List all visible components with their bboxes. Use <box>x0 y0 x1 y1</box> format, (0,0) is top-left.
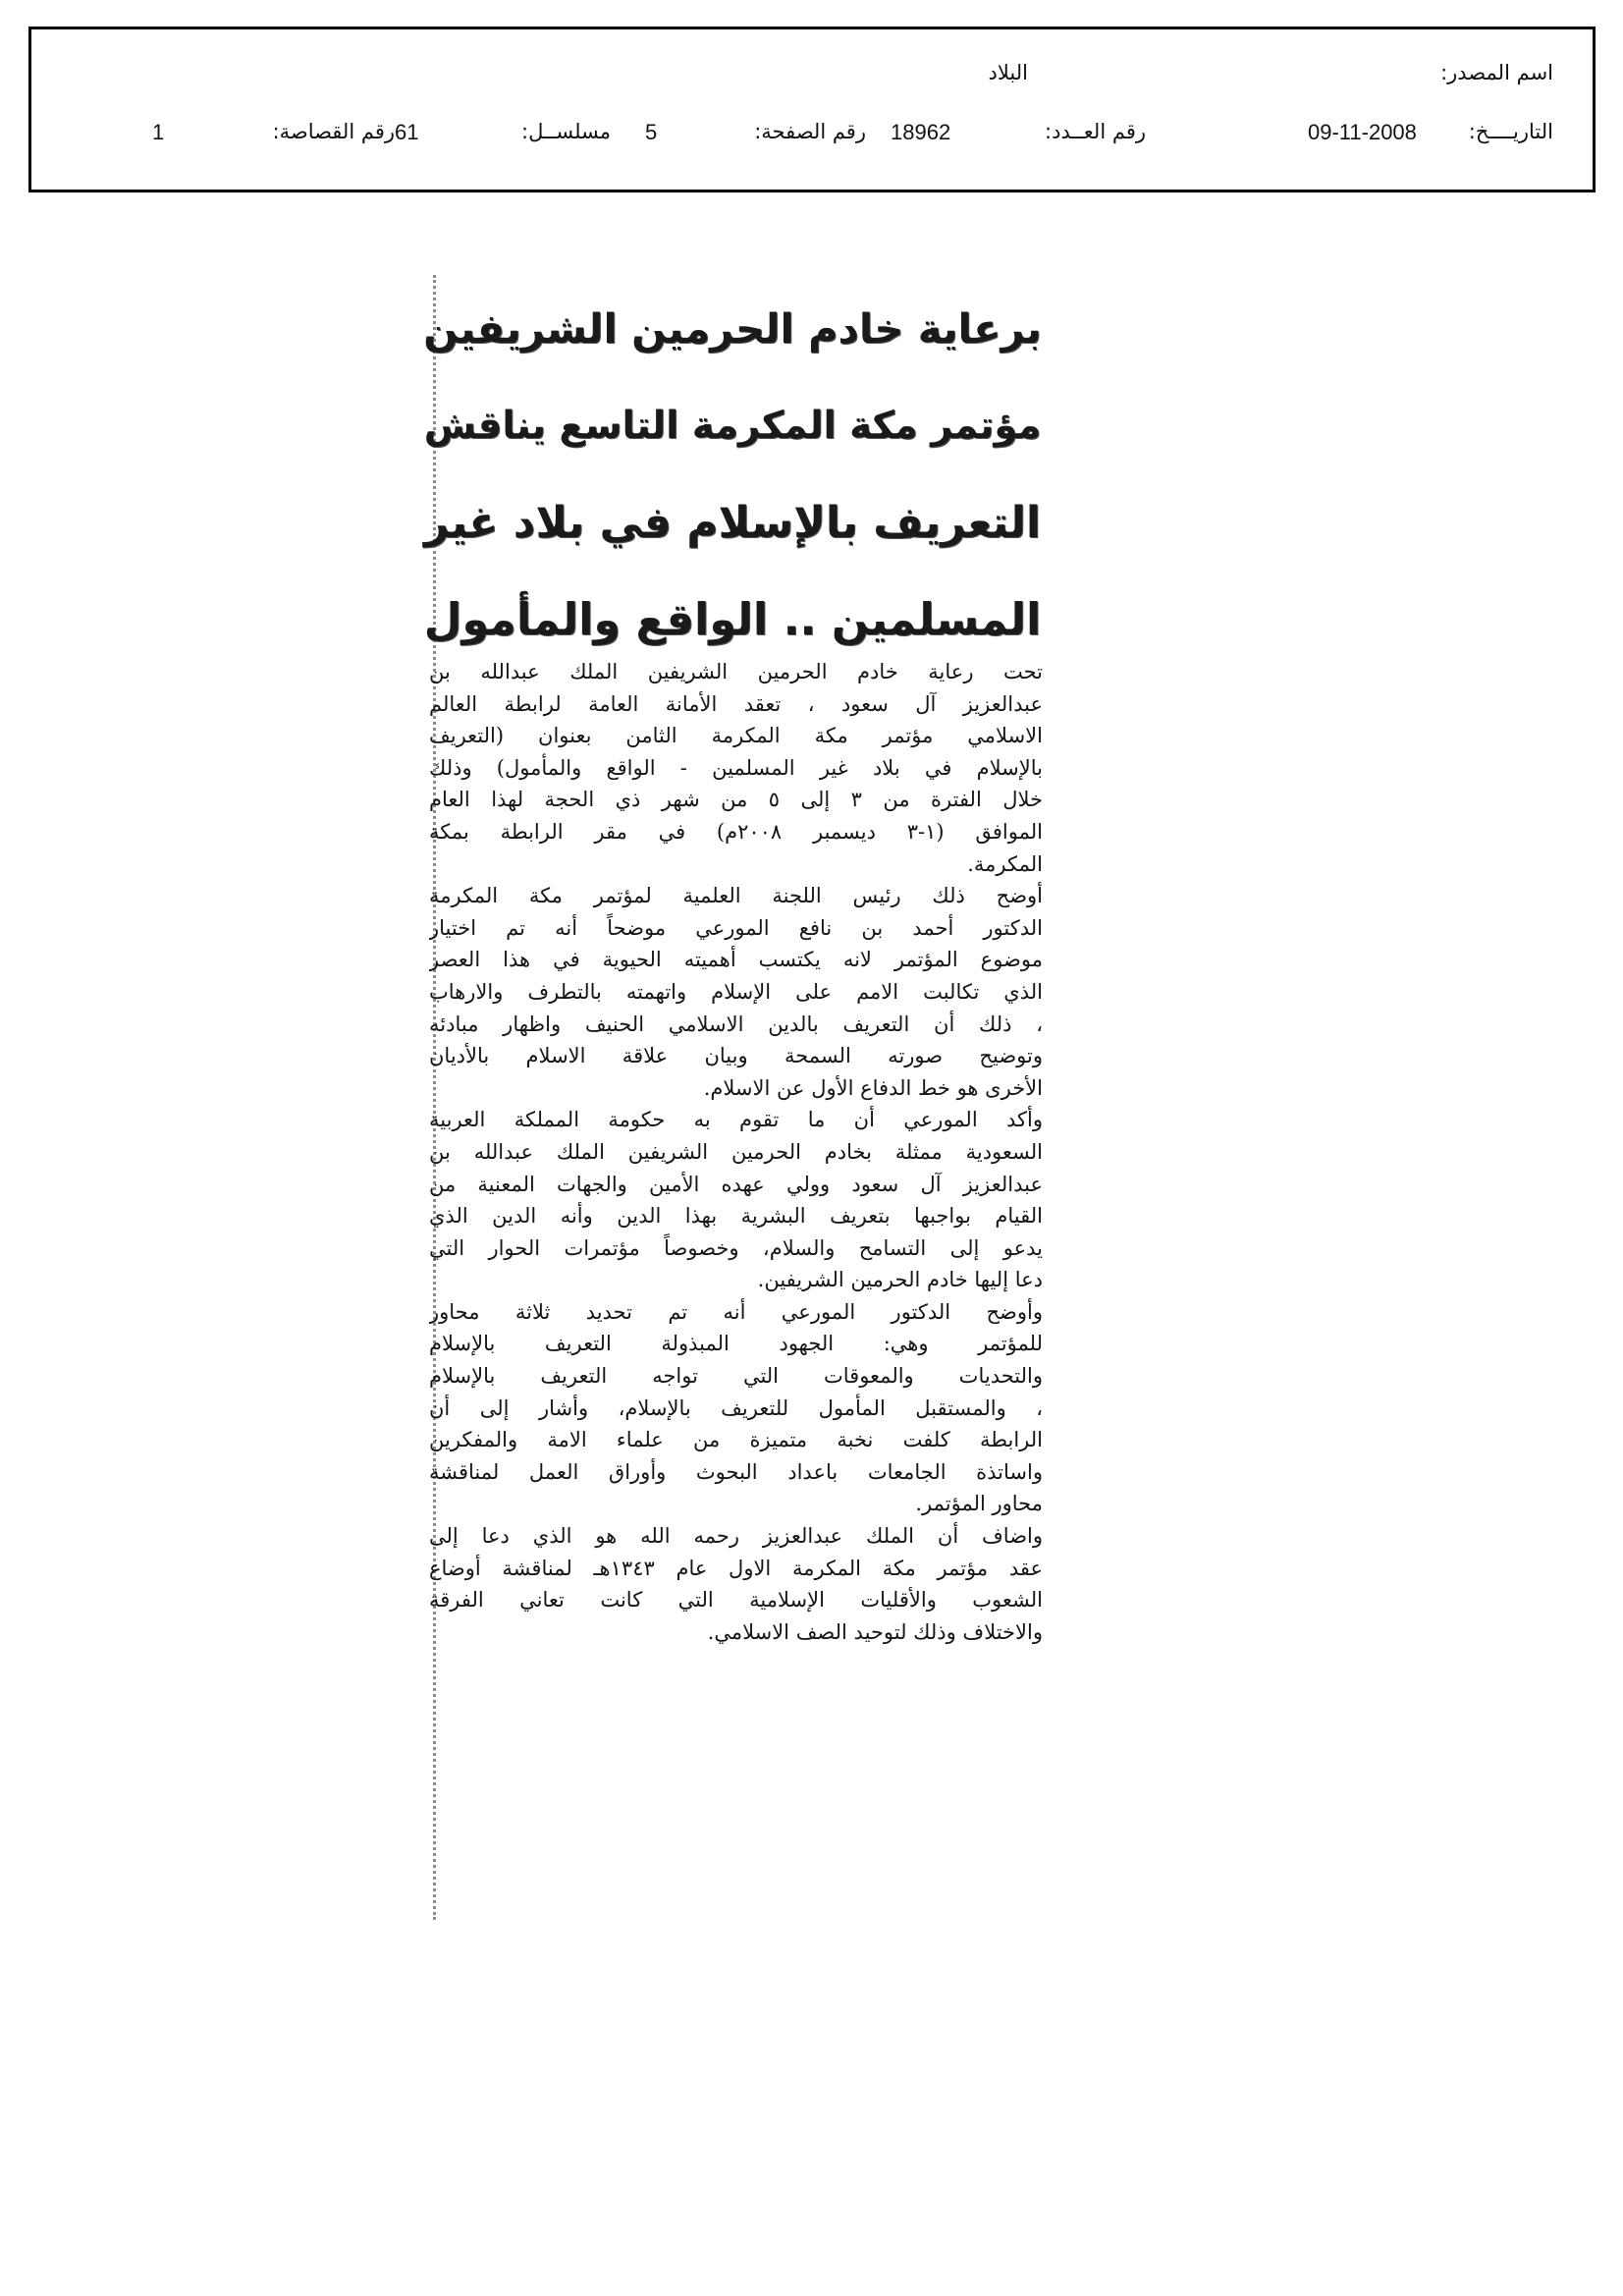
body-line: خلال الفترة من ٣ إلى ٥ من شهر ذي الحجة لهذا العام <box>429 788 1043 812</box>
headline-line: المسلمين .. الواقع والمأمول <box>423 595 1042 645</box>
body-line: الذي تكالبت الامم على الإسلام واتهمته بالتطرف والارهاب <box>429 979 1043 1004</box>
clip-value: 1 <box>152 120 165 144</box>
body-line: الاسلامي مؤتمر مكة المكرمة الثامن بعنوان (التعريف <box>429 724 1043 748</box>
issue-value: 18962 <box>891 120 951 144</box>
body-line: يدعو إلى التسامح والسلام، وخصوصاً مؤتمرات الحوار التي <box>429 1235 1043 1260</box>
body-line: السعودية ممثلة بخادم الحرمين الشريفين الملك عبدالله بن <box>429 1139 1043 1164</box>
headline-line: برعاية خادم الحرمين الشريفين <box>423 304 1042 353</box>
body-line: عقد مؤتمر مكة المكرمة الاول عام ١٣٤٣هـ لمناقشة أوضاع <box>429 1556 1043 1580</box>
body-line: الأخرى هو خط الدفاع الأول عن الاسلام. <box>703 1075 1043 1100</box>
body-line: بالإسلام في بلاد غير المسلمين - الواقع والمأمول) وذلك <box>429 755 1043 780</box>
body-line: ، والمستقبل المأمول للتعريف بالإسلام، وأشار إلى أن <box>429 1395 1043 1420</box>
body-line: موضوع المؤتمر لانه يكتسب أهميته الحيوية في هذا العصر <box>429 948 1043 972</box>
body-line: القيام بواجبها بتعريف البشرية بهذا الدين وأنه الدين الذي <box>429 1204 1043 1229</box>
clip-label: رقم القصاصة: <box>272 120 395 143</box>
body-line: وأكد المورعي أن ما تقوم به حكومة المملكة العربية <box>429 1108 1043 1132</box>
body-line: للمؤتمر وهي: الجهود المبذولة التعريف بالإسلام <box>429 1332 1043 1356</box>
headline-line: التعريف بالإسلام في بلاد غير <box>424 498 1041 548</box>
article-body <box>429 656 1043 1648</box>
body-line: ، ذلك أن التعريف بالدين الاسلامي الحنيف واظهار مبادئه <box>429 1011 1043 1036</box>
body-line: تحت رعاية خادم الحرمين الشريفين الملك عبدالله بن <box>429 660 1043 683</box>
body-line: عبدالعزيز آل سعود ، تعقد الأمانة العامة لرابطة العالم <box>429 691 1043 716</box>
headline-line: مؤتمر مكة المكرمة التاسع يناقش <box>423 404 1042 448</box>
body-line: والاختلاف وذلك لتوحيد الصف الاسلامي. <box>707 1619 1043 1644</box>
page-label: رقم الصفحة: <box>754 120 866 143</box>
issue-label: رقم العــدد: <box>1045 120 1146 143</box>
body-line: أوضح ذلك رئيس اللجنة العلمية لمؤتمر مكة المكرمة <box>429 884 1043 908</box>
date-value: 09-11-2008 <box>1308 120 1417 144</box>
body-line: عبدالعزيز آل سعود وولي عهده الأمين والجهات المعنية من <box>429 1172 1043 1196</box>
body-line: الدكتور أحمد بن نافع المورعي موضحاً أنه تم اختيار <box>429 915 1043 940</box>
page-value: 5 <box>645 120 658 144</box>
article-headline <box>422 280 1043 669</box>
body-line: دعا إليها خادم الحرمين الشريفين. <box>757 1268 1043 1292</box>
body-line: الرابطة كلفت نخبة متميزة من علماء الامة والمفكرين <box>429 1428 1043 1452</box>
serial-label: مسلســل: <box>521 120 611 143</box>
body-line: وأوضح الدكتور المورعي أنه تم تحديد ثلاثة محاور <box>429 1299 1043 1324</box>
body-line: المكرمة. <box>967 851 1043 876</box>
body-line: محاور المؤتمر. <box>915 1492 1043 1516</box>
source-label: اسم المصدر: <box>1440 61 1553 84</box>
body-line: الشعوب والأقليات الإسلامية التي كانت تعاني الفرقة <box>429 1588 1043 1613</box>
clipping-metadata-box <box>28 27 1596 192</box>
source-value: البلاد <box>988 61 1028 84</box>
body-line: واضاف أن الملك عبدالعزيز رحمه الله هو الذي دعا إلى <box>429 1524 1043 1549</box>
date-label: التاريــــخ: <box>1468 120 1553 143</box>
body-line: واساتذة الجامعات باعداد البحوث وأوراق العمل لمناقشة <box>429 1459 1043 1484</box>
body-line: والتحديات والمعوقات التي تواجه التعريف بالإسلام <box>429 1364 1043 1389</box>
body-line: وتوضيح صورته السمحة وبيان علاقة الاسلام بالأديان <box>429 1044 1043 1068</box>
serial-value: 61 <box>395 120 419 144</box>
body-line: الموافق (١-٣ ديسمبر ٢٠٠٨م) في مقر الرابطة بمكة <box>429 819 1043 844</box>
